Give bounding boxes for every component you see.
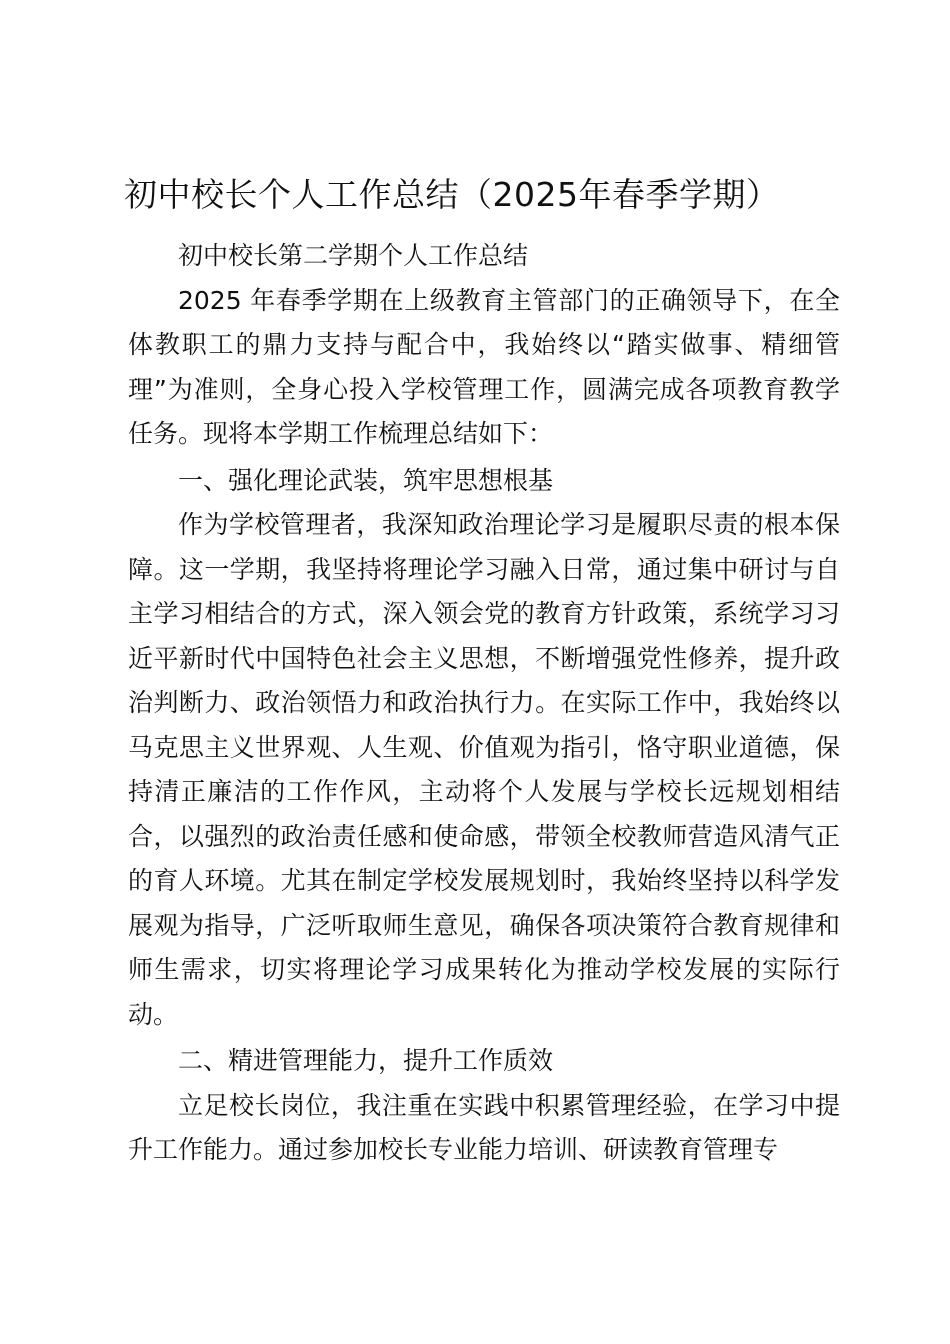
- document-subtitle: 初中校长第二学期个人工作总结: [178, 241, 529, 270]
- section-2-heading: 二、精进管理能力，提升工作质效: [178, 1046, 554, 1075]
- section-1-heading: 一、强化理论武装，筑牢思想根基: [178, 465, 554, 495]
- intro-paragraph: 2025 年春季学期在上级教育主管部门的正确领导下，在全体教职工的鼎力支持与配合中，我始终以“踏实做事、精细管理”为准则，全身心投入学校管理工作，圆满完成各项教育教学任务。现将本学期工作梳理总结如下：: [128, 285, 840, 448]
- section-2-body: 立足校长岗位，我注重在实践中积累管理经验，在学习中提升工作能力。通过参加校长专业能力培训、研读教育管理专: [128, 1090, 840, 1164]
- document-title: 初中校长个人工作总结（2025年春季学期）: [124, 175, 780, 214]
- section-1-body: 作为学校管理者，我深知政治理论学习是履职尽责的根本保障。这一学期，我坚持将理论学习融入日常，通过集中研讨与自主学习相结合的方式，深入领会党的教育方针政策，系统学习习近平新时代中国特色社会主义思想，不断增强党性修养，提升政治判断力、政治领悟力和政治执行力。在实际工作中，我始终以马克思主义世界观、人生观、价值观为指引，恪守职业道德，保持清正廉洁的工作作风，主动将个人发展与学校长远规划相结合，以强烈的政治责任感和使命感，带领全校教师营造风清气正的育人环境。尤其在制定学校发展规划时，我始终坚持以科学发展观为指导，广泛听取师生意见，确保各项决策符合教育规律和师生需求，切实将理论学习成果转化为推动学校发展的实际行动。: [128, 510, 840, 1029]
